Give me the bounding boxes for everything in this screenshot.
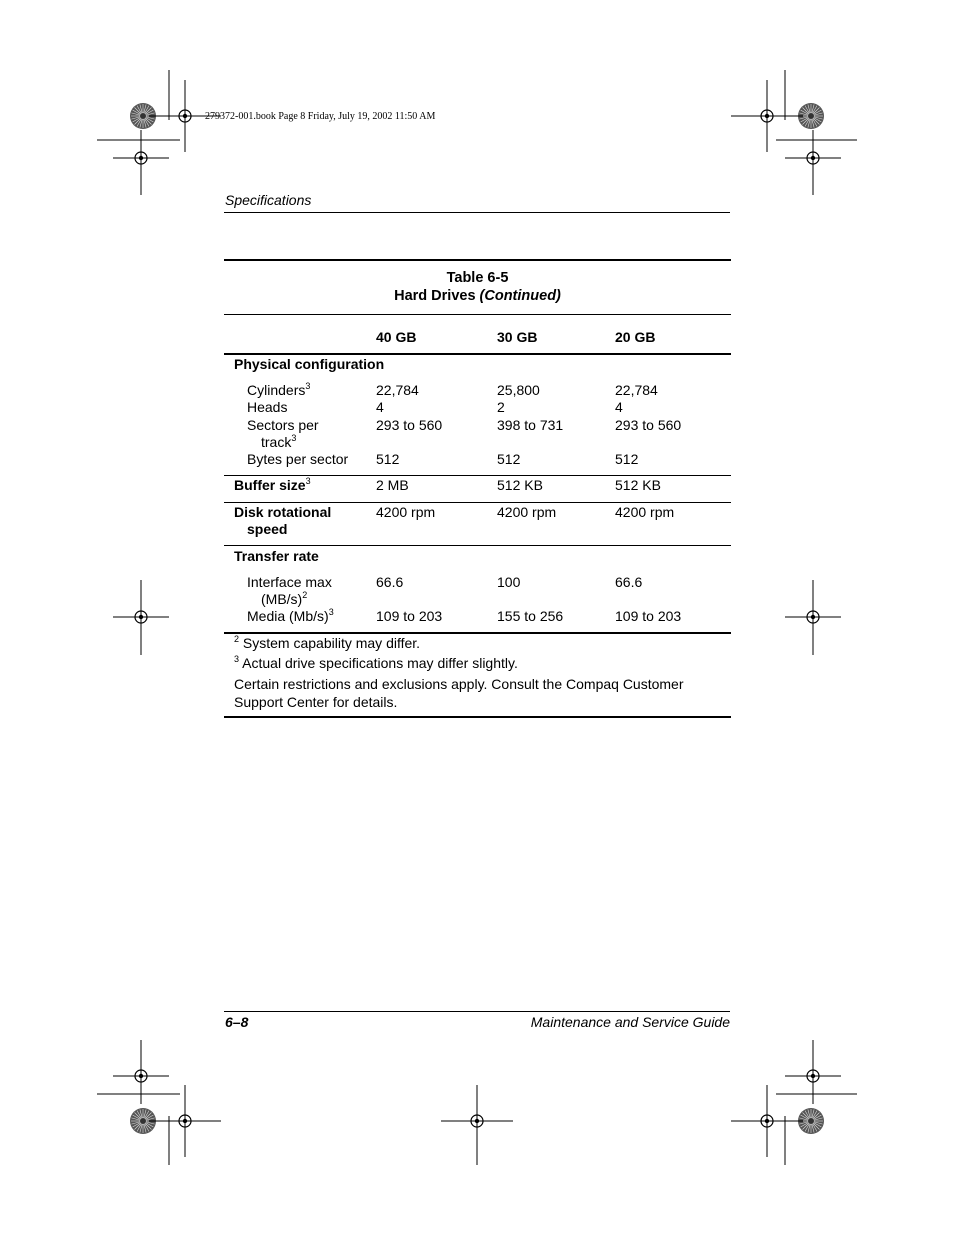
star-center	[140, 1118, 146, 1124]
registration-dot-icon	[183, 1119, 187, 1123]
cell-bytes-30gb: 512	[497, 451, 521, 467]
cell-media-40gb: 109 to 203	[376, 608, 443, 624]
row-label-sectors-line1: Sectors per	[247, 417, 319, 433]
section-physical-configuration: Physical configuration	[234, 356, 385, 372]
section-transfer-rate: Transfer rate	[234, 548, 319, 564]
row-rule	[224, 475, 731, 476]
guide-title: Maintenance and Service Guide	[530, 1014, 730, 1030]
row-label-rotational-line1: Disk rotational	[234, 504, 332, 520]
registration-dot-icon	[765, 114, 769, 118]
registration-dot-icon	[183, 114, 187, 118]
caption-rule	[224, 314, 731, 315]
cell-rotational-30gb: 4200 rpm	[497, 504, 557, 520]
row-rule	[224, 502, 731, 503]
cell-media-30gb: 155 to 256	[497, 608, 564, 624]
footer-rule	[224, 1011, 730, 1012]
cell-rotational-40gb: 4200 rpm	[376, 504, 436, 520]
print-slug: 279372-001.book Page 8 Friday, July 19, 2002 11:50 AM	[205, 111, 436, 122]
cell-heads-20gb: 4	[615, 399, 623, 415]
cell-cylinders-40gb: 22,784	[376, 382, 419, 398]
cell-bytes-40gb: 512	[376, 451, 400, 467]
row-label-sectors-line2: track$^3$	[261, 433, 297, 450]
table-note: Certain restrictions and exclusions apply. Consult the Compaq Customer Support Center for details.	[234, 676, 684, 710]
cell-sectors-20gb: 293 to 560	[615, 417, 682, 433]
cell-interface-40gb: 66.6	[376, 574, 404, 590]
cell-interface-30gb: 100	[497, 574, 521, 590]
row-label-buffer-size: Buffer size$^3$	[234, 476, 311, 493]
row-label-rotational-line2: speed	[247, 521, 288, 537]
col-header-20gb: 20 GB	[615, 329, 656, 345]
cell-sectors-40gb: 293 to 560	[376, 417, 443, 433]
cell-bytes-20gb: 512	[615, 451, 639, 467]
header-rule	[224, 212, 730, 213]
cell-buffer-40gb: 2 MB	[376, 477, 409, 493]
running-head: Specifications	[225, 192, 312, 208]
row-rule	[224, 545, 731, 546]
footnote-2: $^2$ System capability may differ.	[234, 634, 421, 651]
cell-buffer-20gb: 512 KB	[615, 477, 661, 493]
col-header-30gb: 30 GB	[497, 329, 538, 345]
cell-rotational-20gb: 4200 rpm	[615, 504, 675, 520]
registration-dot-icon	[765, 1119, 769, 1123]
row-label-media: Media $(Mb/s)^3$	[247, 607, 334, 624]
table-caption-title: Hard Drives (Continued)	[394, 288, 561, 304]
row-label-bytes-per-sector: Bytes per sector	[247, 451, 349, 467]
page-number: 6–8	[225, 1014, 249, 1030]
row-label-interface-line2: $(MB/s)^2$	[261, 590, 308, 607]
header-row-rule	[224, 353, 731, 355]
cell-heads-40gb: 4	[376, 399, 384, 415]
cell-heads-30gb: 2	[497, 399, 505, 415]
table-top-rule	[224, 259, 731, 261]
row-label-heads: Heads	[247, 399, 288, 415]
col-header-40gb: 40 GB	[376, 329, 417, 345]
star-center	[140, 113, 146, 119]
cell-cylinders-20gb: 22,784	[615, 382, 658, 398]
star-center	[808, 113, 814, 119]
cell-sectors-30gb: 398 to 731	[497, 417, 564, 433]
row-label-interface-line1: Interface max	[247, 574, 332, 590]
star-center	[808, 1118, 814, 1124]
table-bottom-rule	[224, 716, 731, 718]
cell-media-20gb: 109 to 203	[615, 608, 682, 624]
footnote-3: $^3$ Actual drive specifications may differ slightly.	[234, 654, 518, 671]
row-label-cylinders: Cylinders$^3$	[247, 381, 311, 398]
table-caption-number: Table 6-5	[446, 270, 509, 286]
cell-interface-20gb: 66.6	[615, 574, 643, 590]
cell-buffer-30gb: 512 KB	[497, 477, 543, 493]
cell-cylinders-30gb: 25,800	[497, 382, 540, 398]
